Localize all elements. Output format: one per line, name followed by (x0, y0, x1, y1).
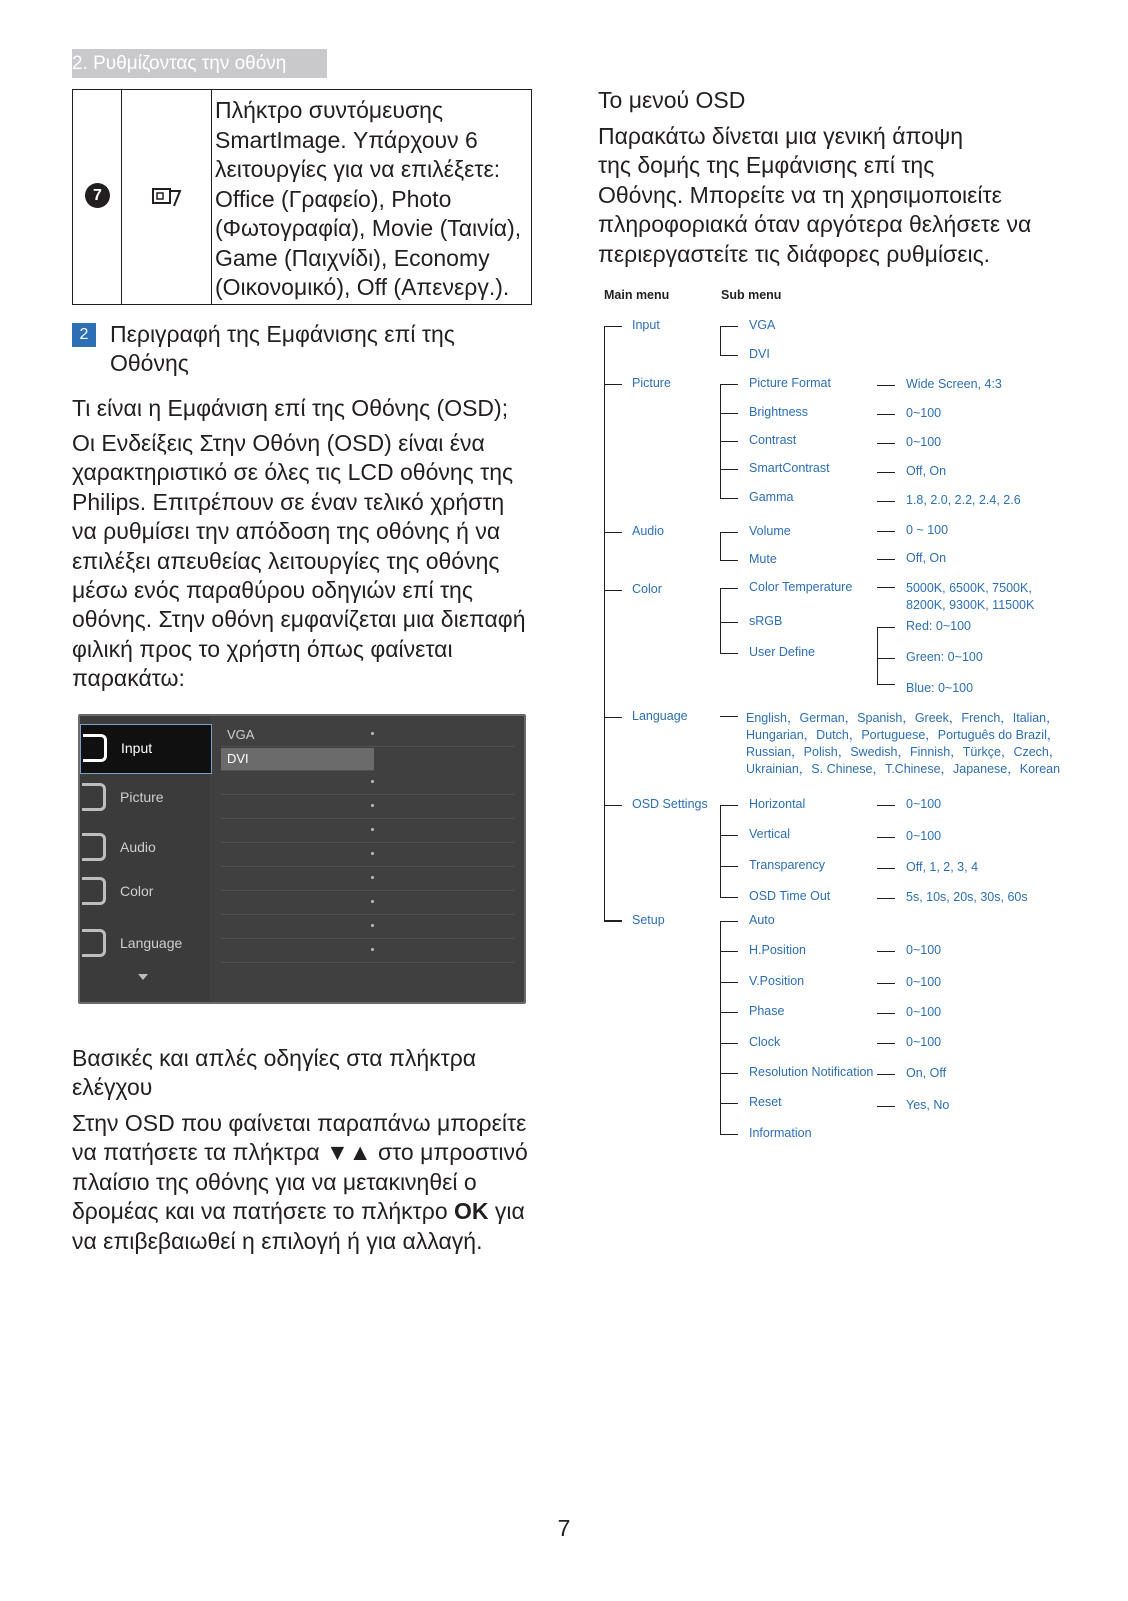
sub-menu-item: Color Temperature (749, 580, 853, 594)
tree-connector (720, 835, 738, 836)
sub-menu-item: H.Position (749, 943, 806, 957)
tree-connector (720, 716, 738, 717)
value-item: 0~100 (906, 829, 942, 843)
body-line: πληροφοριακά όταν αργότερα θελήσετε να (598, 211, 1032, 238)
tree-connector (604, 326, 622, 327)
osd-item-label: Picture (120, 789, 164, 805)
osd-item-label: Color (120, 883, 154, 899)
tree-connector (604, 805, 622, 806)
tree-connector (877, 805, 895, 806)
tree-connector (720, 622, 738, 623)
sub-menu-item: sRGB (749, 614, 783, 628)
ok-key: OK (454, 1198, 489, 1225)
sub-menu-item: Auto (749, 913, 775, 927)
sub-menu-item: Contrast (749, 433, 797, 447)
body-line: Παρακάτω δίνεται μια γενική άποψη (598, 123, 964, 149)
body-line: πλαίσιο της οθόνης για να μετακινηθεί ο (72, 1168, 477, 1195)
body-line: Οι Ενδείξεις Στην Οθόνη (OSD) είναι ένα (72, 430, 485, 456)
value-item: Hungarian，Dutch，Portuguese，Português do Brazil， (746, 728, 1060, 742)
body-line: Στην OSD που φαίνεται παραπάνω μπορείτε (72, 1110, 527, 1136)
body-line: Philips. Επιτρέπουν σε έναν τελικό χρήστη (72, 488, 505, 515)
value-item: English，German，Spanish，Greek，French，Italian， (746, 711, 1059, 725)
tree-connector (720, 326, 738, 327)
tree-connector (877, 559, 895, 560)
sub-menu-item: Picture Format (749, 376, 831, 390)
basic-title-line: Βασικές και απλές οδηγίες στα πλήκτρα (72, 1045, 477, 1071)
tree-connector (720, 866, 738, 867)
main-menu-item: Color (632, 582, 662, 596)
tree-connector (720, 532, 738, 533)
tree-connector (720, 1073, 738, 1074)
osd-item-label: Audio (120, 839, 156, 855)
tree-connector (877, 1013, 895, 1014)
sub-menu-item: Vertical (749, 827, 790, 841)
value-item: Off, 1, 2, 3, 4 (906, 860, 979, 874)
tree-connector (720, 1012, 738, 1013)
section-number-badge: 2 (72, 323, 96, 347)
value-item: Russian，Polish，Swedish，Finnish，Türkçe，Czech， (746, 745, 1062, 759)
section-header: 2. Ρυθμίζοντας την οθόνη (72, 49, 327, 78)
value-item: 0~100 (906, 943, 942, 957)
value-item: 5000K, 6500K, 7500K, (906, 581, 1032, 595)
sub-menu-item: SmartContrast (749, 461, 830, 475)
sub-menu-item: Brightness (749, 405, 809, 419)
value-item: 0~100 (906, 406, 942, 420)
section-title-line: Οθόνης (110, 350, 189, 376)
tree-connector (877, 501, 895, 502)
body-line: να επιβεβαιωθεί η επιλογή ή για αλλαγή. (72, 1227, 483, 1254)
tree-connector (604, 384, 622, 385)
main-menu-item: OSD Settings (632, 797, 708, 811)
sub-menu-item: Mute (749, 552, 777, 566)
body-line: περιεργαστείτε τις διάφορες ρυθμίσεις. (598, 240, 991, 267)
tree-connector (604, 920, 622, 921)
sub-menu-item: Gamma (749, 490, 794, 504)
sub-menu-item: Horizontal (749, 797, 806, 811)
tree-connector (604, 717, 622, 718)
sub-menu-item: Information (749, 1126, 812, 1140)
value-item: Yes, No (906, 1098, 950, 1112)
tree-connector (720, 441, 738, 442)
osd-question-title: Τι είναι η Εμφάνιση επί της Οθόνης (OSD); (72, 395, 509, 421)
tree-connector (720, 1103, 738, 1104)
sub-menu-item: OSD Time Out (749, 889, 831, 903)
body-line-text: για (488, 1198, 525, 1225)
value-item: 0~100 (906, 797, 942, 811)
value-item: 5s, 10s, 20s, 30s, 60s (906, 890, 1028, 904)
tree-connector (720, 532, 721, 560)
value-item: 0~100 (906, 975, 942, 989)
table-text-line: SmartImage. Υπάρχουν 6 (215, 126, 478, 153)
tree-connector (720, 921, 738, 922)
sub-menu-item: Reset (749, 1095, 782, 1109)
value-item: 8200K, 9300K, 11500K (906, 598, 1035, 612)
tree-connector (877, 658, 895, 659)
osd-item-label: Input (121, 740, 153, 756)
tree-connector (720, 982, 738, 983)
tree-connector (877, 385, 895, 386)
menu-title: Το μενού OSD (598, 87, 746, 113)
tree-connector (604, 590, 622, 591)
value-item: Blue: 0~100 (906, 681, 974, 695)
tree-connector (720, 384, 738, 385)
main-menu-item: Setup (632, 913, 665, 927)
tree-connector (877, 587, 895, 588)
value-item: 0~100 (906, 435, 942, 449)
value-item: Off, On (906, 464, 947, 478)
tree-connector (604, 326, 605, 920)
sub-menu-item: Clock (749, 1035, 781, 1049)
tree-connector (720, 326, 721, 355)
value-item: Green: 0~100 (906, 650, 983, 664)
tree-connector (877, 684, 895, 685)
tree-connector (877, 627, 895, 628)
sub-menu-item: Resolution Notification (749, 1065, 874, 1079)
tree-connector (720, 413, 738, 414)
value-item: 1.8, 2.0, 2.2, 2.4, 2.6 (906, 493, 1021, 507)
table-text-line: Office (Γραφείο), Photo (215, 185, 452, 212)
tree-connector (720, 805, 738, 806)
body-line: της δομής της Εμφάνισης επί της (598, 152, 935, 179)
tree-connector (720, 951, 738, 952)
tree-connector (720, 805, 721, 897)
sub-menu-item: V.Position (749, 974, 805, 988)
value-item: On, Off (906, 1066, 947, 1080)
tree-connector (720, 1134, 738, 1135)
table-text-line: Πλήκτρο συντόμευσης (215, 97, 444, 123)
tree-connector (720, 1043, 738, 1044)
tree-connector (604, 532, 622, 533)
section-title-line: Περιγραφή της Εμφάνισης επί της (110, 321, 455, 347)
tree-connector (720, 897, 738, 898)
tree-connector (604, 921, 622, 922)
tree-connector (877, 983, 895, 984)
tree-connector (877, 1106, 895, 1107)
main-menu-item: Audio (632, 524, 664, 538)
number-badge: 7 (85, 183, 110, 208)
tree-connector (877, 443, 895, 444)
sub-menu-item: VGA (749, 318, 776, 332)
tree-connector (720, 355, 738, 356)
osd-sub-label: DVI (227, 751, 249, 766)
tree-connector (720, 498, 738, 499)
tree-connector (877, 531, 895, 532)
main-menu-item: Input (632, 318, 660, 332)
table-text-line: λειτουργίες για να επιλέξετε: (215, 156, 501, 182)
body-line: Οθόνης. Μπορείτε να τη χρησιμοποιείτε (598, 181, 1002, 208)
body-line: επιλέξει απευθείας λειτουργίες της οθόνης (72, 547, 500, 574)
sub-menu-item: Phase (749, 1004, 785, 1018)
tree-connector (720, 588, 721, 653)
body-line: οθόνης. Στην οθόνη εμφανίζεται μια διεπαφή (72, 606, 526, 633)
tree-connector (877, 1043, 895, 1044)
tree-connector (877, 472, 895, 473)
tree-connector (877, 837, 895, 838)
osd-item-label: Language (120, 935, 183, 951)
body-line: μέσω ενός παραθύρου οδηγιών επί της (72, 577, 473, 604)
tree-connector (877, 951, 895, 952)
basic-title-line: ελέγχου (72, 1074, 153, 1100)
value-item: 0~100 (906, 1005, 942, 1019)
tree-connector (720, 588, 738, 589)
value-item: 0~100 (906, 1035, 942, 1049)
page-number: 7 (557, 1515, 571, 1541)
table-text-line: (Φωτογραφία), Movie (Ταινία), (215, 215, 522, 241)
tree-connector (720, 560, 738, 561)
body-line: παρακάτω: (72, 665, 185, 692)
tree-connector (720, 469, 738, 470)
main-menu-item: Language (632, 709, 688, 723)
tree-connector (720, 653, 738, 654)
tree-connector (877, 868, 895, 869)
sub-menu-item: User Define (749, 645, 815, 659)
body-line-text: δρομέας και να πατήσετε το πλήκτρο (72, 1198, 448, 1225)
sub-menu-item: Volume (749, 524, 791, 538)
tree-connector (877, 414, 895, 415)
value-item: Off, On (906, 551, 947, 565)
body-line: χαρακτηριστικό σε όλες τις LCD οθόνης της (72, 459, 514, 486)
sub-menu-item: Transparency (749, 858, 825, 872)
tree-connector (877, 627, 878, 684)
value-item: 0 ~ 100 (906, 523, 949, 537)
value-item: Wide Screen, 4:3 (906, 377, 1002, 391)
main-menu-header: Main menu (604, 288, 670, 302)
body-line: να πατήσετε τα πλήκτρα ▼▲ στο μπροστινό (72, 1139, 528, 1166)
value-item: Red: 0~100 (906, 619, 971, 633)
table-text-line: (Οικονομικό), Off (Απενεργ.). (215, 274, 510, 300)
table-text-line: Game (Παιχνίδι), Economy (215, 244, 490, 271)
body-line: φιλική προς το χρήστη όπως φαίνεται (72, 635, 453, 662)
sub-menu-item: DVI (749, 347, 770, 361)
tree-connector (877, 898, 895, 899)
body-line: να ρυθμίσει την απόδοση της οθόνης ή να (72, 518, 501, 545)
osd-sub-label: VGA (227, 727, 255, 742)
main-menu-item: Picture (632, 376, 671, 390)
value-item: Ukrainian，S. Chinese，T.Chinese，Japanese，Korean (746, 762, 1061, 776)
sub-menu-header: Sub menu (721, 288, 782, 302)
tree-connector (877, 1074, 895, 1075)
